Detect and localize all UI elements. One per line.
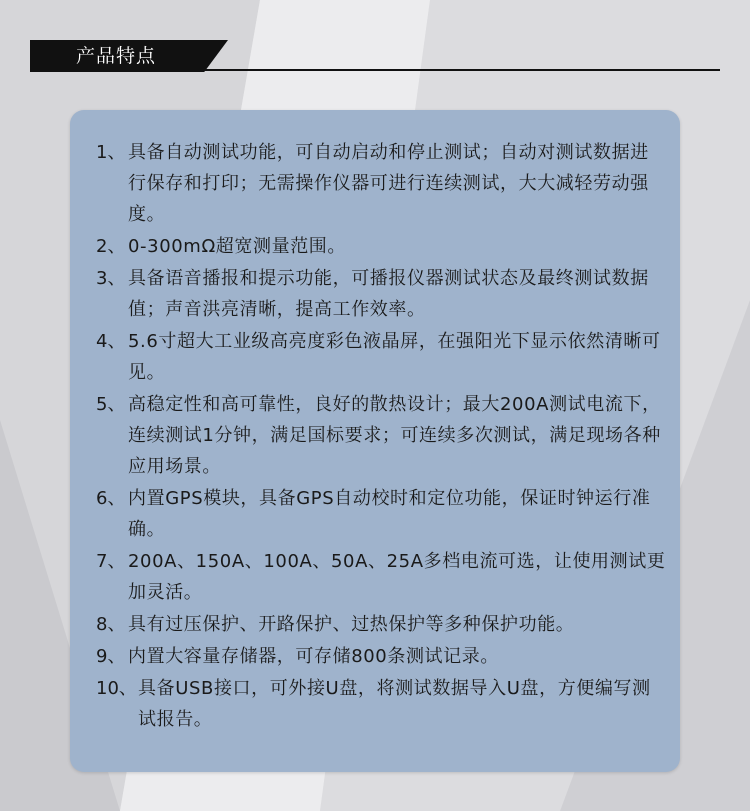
feature-number: 1、 <box>96 142 126 163</box>
feature-item <box>96 641 666 672</box>
feature-number: 8、 <box>96 614 126 635</box>
feature-item <box>96 263 666 325</box>
feature-number: 9、 <box>96 646 126 667</box>
feature-text: 200A、150A、100A、50A、25A多档电流可选，让使用测试更加灵活。 <box>128 551 666 603</box>
feature-item <box>96 483 666 545</box>
feature-item <box>96 546 666 608</box>
feature-text: 具备USB接口，可外接U盘，将测试数据导入U盘，方便编写测试报告。 <box>138 678 651 730</box>
feature-list <box>96 137 666 736</box>
feature-number: 6、 <box>96 488 126 509</box>
feature-item <box>96 326 666 388</box>
feature-item <box>96 137 666 230</box>
feature-item <box>96 673 666 735</box>
feature-number: 2、 <box>96 236 126 257</box>
feature-number: 5、 <box>96 394 126 415</box>
feature-text: 具备自动测试功能，可自动启动和停止测试；自动对测试数据进行保存和打印；无需操作仪器可进行连续测试，大大减轻劳动强度。 <box>128 142 649 225</box>
feature-number: 7、 <box>96 551 126 572</box>
features-panel <box>70 110 680 772</box>
section-header <box>30 40 720 72</box>
feature-text: 内置大容量存储器，可存储800条测试记录。 <box>128 646 499 667</box>
feature-text: 具有过压保护、开路保护、过热保护等多种保护功能。 <box>128 614 575 635</box>
section-title: 产品特点 <box>76 45 157 67</box>
feature-text: 0-300mΩ超宽测量范围。 <box>128 236 346 257</box>
feature-item <box>96 609 666 640</box>
feature-item <box>96 231 666 262</box>
feature-text: 具备语音播报和提示功能，可播报仪器测试状态及最终测试数据值；声音洪亮清晰，提高工作效率。 <box>128 268 649 320</box>
feature-text: 高稳定性和高可靠性，良好的散热设计；最大200A测试电流下，连续测试1分钟，满足国标要求；可连续多次测试，满足现场各种应用场景。 <box>128 394 661 477</box>
feature-text: 5.6寸超大工业级高亮度彩色液晶屏，在强阳光下显示依然清晰可见。 <box>128 331 661 383</box>
feature-number: 10、 <box>96 678 137 699</box>
header-divider-line <box>200 69 720 71</box>
feature-number: 3、 <box>96 268 126 289</box>
feature-item <box>96 389 666 482</box>
feature-text: 内置GPS模块，具备GPS自动校时和定位功能，保证时钟运行准确。 <box>128 488 651 540</box>
feature-number: 4、 <box>96 331 126 352</box>
